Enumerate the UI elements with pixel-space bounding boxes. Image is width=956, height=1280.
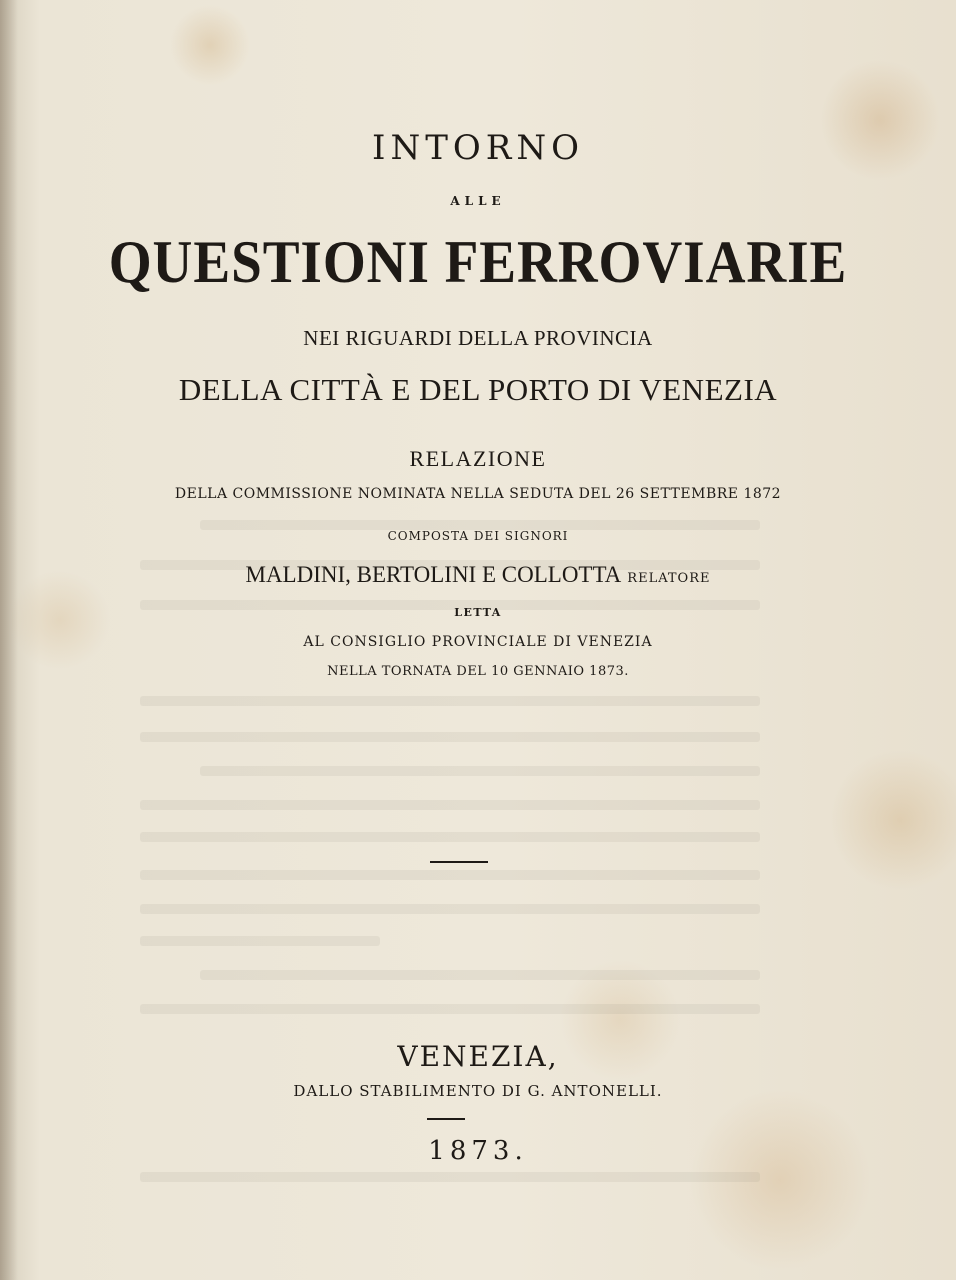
bleed-through-line — [140, 870, 760, 880]
commission-line: DELLA COMMISSIONE NOMINATA NELLA SEDUTA DEL 26 SETTEMBRE 1872 — [174, 486, 782, 502]
imprint-year: 1873. — [428, 1136, 528, 1166]
bleed-through-line — [140, 904, 760, 914]
bleed-through-line — [200, 766, 760, 776]
tornata-line: NELLA TORNATA DEL 10 GENNAIO 1873. — [327, 664, 629, 679]
subtitle-della-citta: DELLA CITTÀ E DEL PORTO DI VENEZIA — [178, 372, 778, 407]
consiglio-line: AL CONSIGLIO PROVINCIALE DI VENEZIA — [303, 634, 653, 650]
relatore-label: RELATORE — [627, 571, 711, 586]
imprint-printer: DALLO STABILIMENTO DI G. ANTONELLI. — [293, 1082, 663, 1100]
bleed-through-line — [140, 696, 760, 706]
bleed-through-line — [140, 832, 760, 842]
heading-relazione: RELAZIONE — [409, 446, 547, 471]
bleed-through-line — [140, 936, 380, 946]
bleed-through-line — [200, 970, 760, 980]
bleed-through-line — [140, 1004, 760, 1014]
main-title: QUESTIONI FERROVIARIE — [108, 229, 848, 295]
imprint-rule — [427, 1118, 465, 1120]
imprint-city: VENEZIA, — [397, 1040, 559, 1073]
bleed-through-line — [140, 800, 760, 810]
heading-alle: ALLE — [450, 194, 506, 208]
letta-line: LETTA — [454, 606, 502, 619]
composta-line: COMPOSTA DEI SIGNORI — [387, 529, 569, 543]
authors-line — [0, 562, 956, 588]
bleed-through-line — [140, 1172, 760, 1182]
subtitle-nei-riguardi: NEI RIGUARDI DELLA PROVINCIA — [303, 326, 653, 350]
heading-intorno: INTORNO — [372, 128, 584, 168]
bleed-through-line — [140, 732, 760, 742]
authors-names: MALDINI, BERTOLINI E COLLOTTA — [245, 562, 622, 587]
divider-rule — [430, 861, 488, 863]
